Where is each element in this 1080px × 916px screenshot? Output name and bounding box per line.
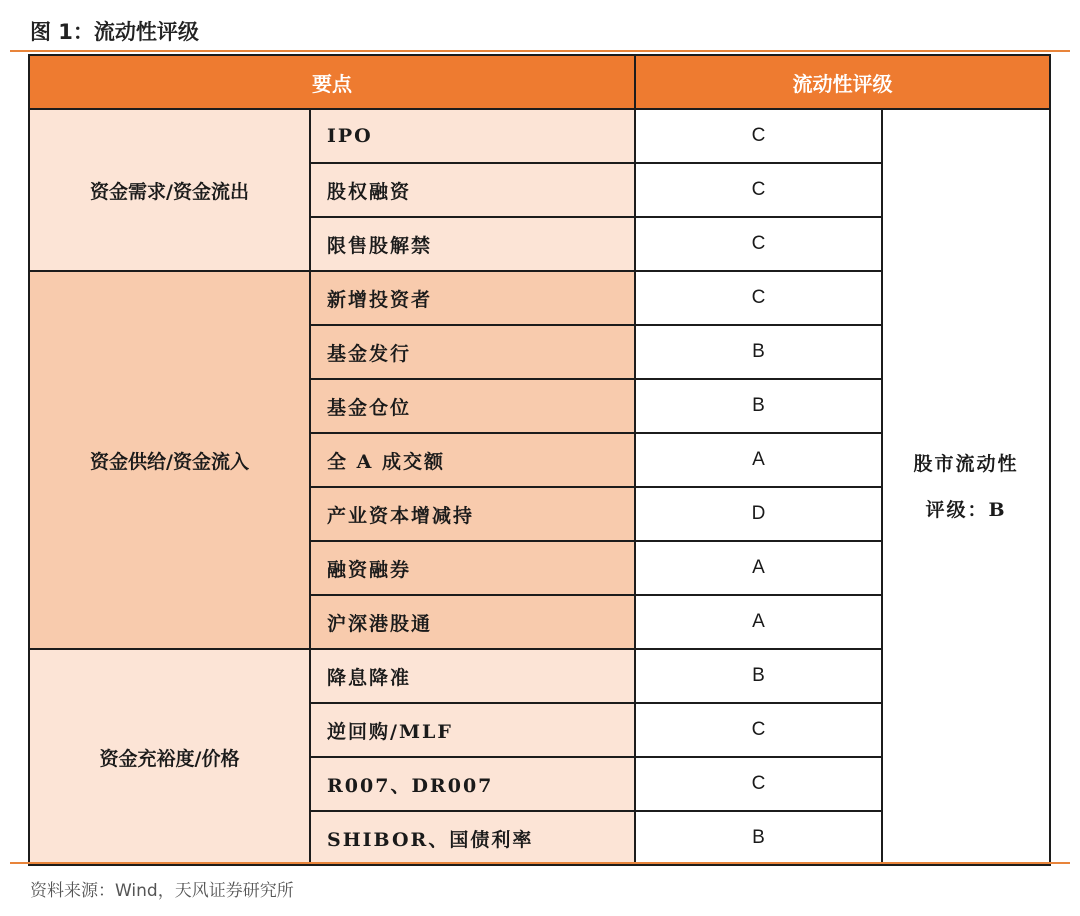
- item-cell: 限售股解禁: [310, 217, 635, 271]
- top-rule: [10, 50, 1070, 52]
- grade-cell: B: [635, 811, 882, 865]
- figure-title: 图 1：流动性评级: [30, 20, 199, 44]
- item-cell: 基金仓位: [310, 379, 635, 433]
- item-cell: 降息降准: [310, 649, 635, 703]
- grade-cell: A: [635, 541, 882, 595]
- item-cell: 基金发行: [310, 325, 635, 379]
- grade-cell: C: [635, 109, 882, 163]
- grade-cell: C: [635, 163, 882, 217]
- item-cell: IPO: [310, 109, 635, 163]
- grade-cell: C: [635, 271, 882, 325]
- category-cell: 资金供给/资金流入: [29, 271, 310, 649]
- grade-cell: C: [635, 217, 882, 271]
- item-cell: 产业资本增减持: [310, 487, 635, 541]
- item-cell: 逆回购/MLF: [310, 703, 635, 757]
- item-cell: SHIBOR、国债利率: [310, 811, 635, 865]
- overall-rating-cell: [882, 109, 1050, 865]
- header-points: 要点: [29, 55, 635, 109]
- liquidity-rating-table: [28, 54, 1051, 866]
- item-cell: R007、DR007: [310, 757, 635, 811]
- grade-cell: B: [635, 325, 882, 379]
- overall-line1: 股市流动性: [913, 453, 1019, 475]
- grade-cell: C: [635, 703, 882, 757]
- category-cell: 资金充裕度/价格: [29, 649, 310, 865]
- grade-cell: B: [635, 649, 882, 703]
- grade-cell: A: [635, 595, 882, 649]
- overall-line2: 评级：B: [925, 499, 1007, 521]
- item-cell: 股权融资: [310, 163, 635, 217]
- table-row: [29, 109, 1050, 163]
- bottom-rule: [10, 862, 1070, 864]
- grade-cell: C: [635, 757, 882, 811]
- category-cell: 资金需求/资金流出: [29, 109, 310, 271]
- grade-cell: A: [635, 433, 882, 487]
- grade-cell: D: [635, 487, 882, 541]
- item-cell: 新增投资者: [310, 271, 635, 325]
- item-cell: 沪深港股通: [310, 595, 635, 649]
- item-cell: 融资融券: [310, 541, 635, 595]
- item-cell: 全 A 成交额: [310, 433, 635, 487]
- header-rating: 流动性评级: [635, 55, 1050, 109]
- source-note: 资料来源：Wind，天风证券研究所: [30, 881, 294, 901]
- table-header-row: [29, 55, 1050, 109]
- grade-cell: B: [635, 379, 882, 433]
